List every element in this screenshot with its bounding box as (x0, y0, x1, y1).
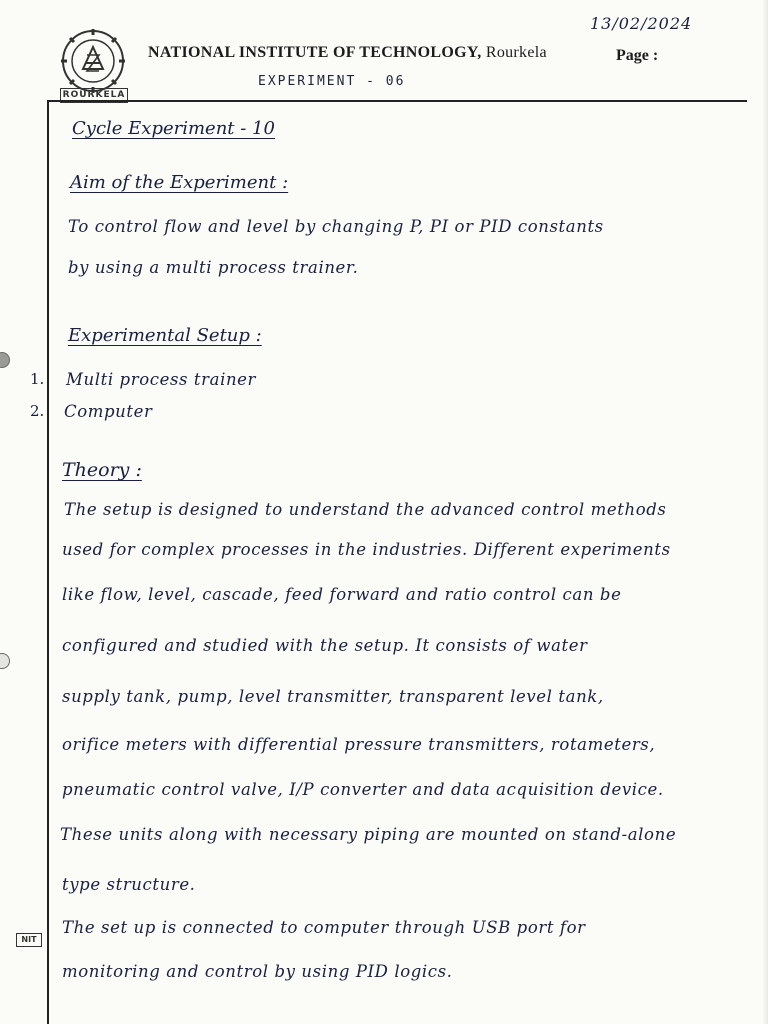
setup-item: Computer (64, 402, 153, 421)
nit-footer-label: NIT (16, 933, 42, 947)
page-label: Page : (616, 47, 659, 64)
theory-line: like flow, level, cascade, feed forward and ratio control can be (62, 585, 622, 604)
aim-line: To control flow and level by changing P, PI or PID constants (68, 217, 604, 236)
institute-name: NATIONAL INSTITUTE OF TECHNOLOGY, (148, 44, 482, 61)
punch-hole (0, 352, 10, 368)
theory-line: pneumatic control valve, I/P converter and data acquisition device. (62, 780, 664, 799)
theory-heading: Theory : (62, 459, 142, 481)
logo-label: ROURKELA (60, 88, 128, 103)
theory-line: The set up is connected to computer through USB port for (62, 918, 586, 937)
setup-item: Multi process trainer (66, 370, 257, 389)
theory-line: configured and studied with the setup. It consists of water (62, 636, 588, 655)
setup-heading: Experimental Setup : (68, 325, 262, 346)
theory-line: used for complex processes in the industries. Different experiments (62, 540, 671, 559)
punch-hole (0, 653, 10, 669)
page-edge-shadow (762, 0, 768, 1024)
aim-line: by using a multi process trainer. (68, 258, 359, 277)
institute-title (148, 44, 547, 62)
theory-line: supply tank, pump, level transmitter, transparent level tank, (62, 687, 604, 706)
theory-line: type structure. (62, 875, 196, 894)
theory-line: monitoring and control by using PID logics. (62, 962, 453, 981)
experiment-number: EXPERIMENT - 06 (258, 74, 406, 89)
theory-line: The setup is designed to understand the advanced control methods (64, 500, 667, 519)
setup-item-number: 2. (30, 402, 45, 420)
setup-item-number: 1. (30, 370, 45, 388)
theory-line: These units along with necessary piping are mounted on stand-alone (60, 825, 677, 844)
date: 13/02/2024 (590, 14, 693, 33)
theory-line: orifice meters with differential pressure transmitters, rotameters, (62, 735, 656, 754)
margin-line (47, 100, 49, 1024)
institute-city: Rourkela (485, 44, 547, 61)
header-rule (47, 100, 747, 102)
cycle-title: Cycle Experiment - 10 (72, 118, 275, 139)
aim-heading: Aim of the Experiment : (70, 172, 289, 193)
